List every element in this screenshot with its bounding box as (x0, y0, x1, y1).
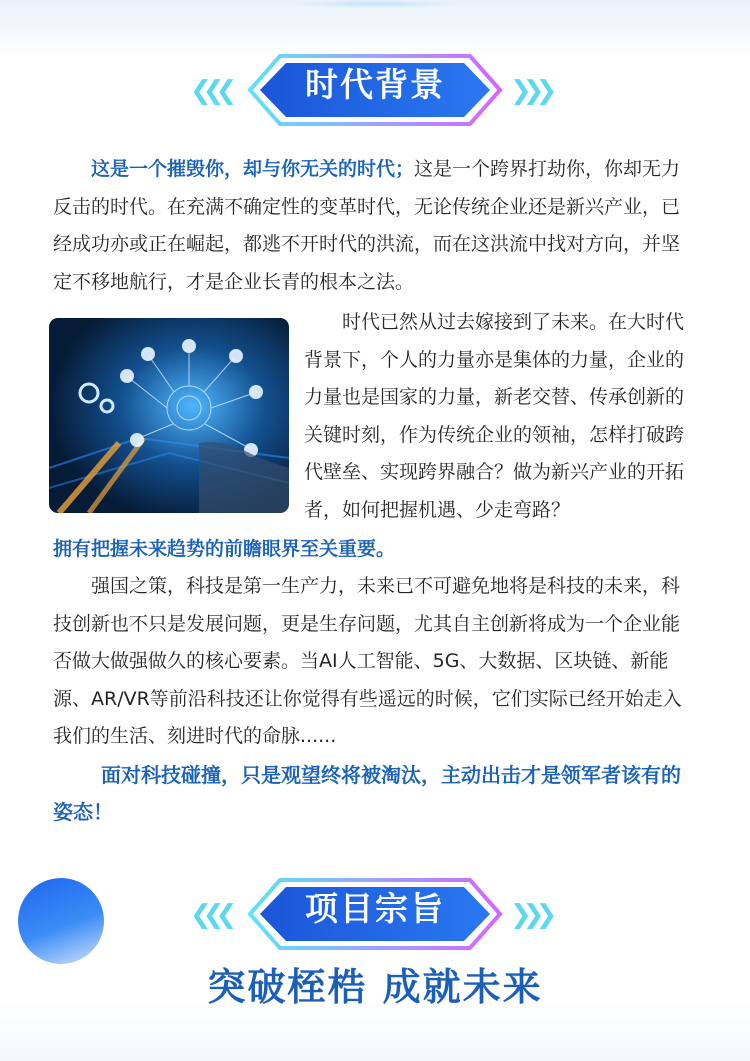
tech-network-image (49, 318, 289, 513)
triple-chevron-right-icon: ❯❯❯ (510, 76, 549, 106)
section-header-background (0, 52, 750, 128)
intro-text: 这是一个跨界打劫你，你却无力反击的时代。在充满不确定性的变革时代，无论传统企业还是新兴产业，已经成功亦或正在崛起，都逃不开时代的洪流，而在这洪流中找对方向，并坚定不移地航行，才是企业长青的根本之法。 (53, 158, 681, 293)
triple-chevron-right-icon: ❯❯❯ (510, 900, 549, 930)
top-glow (290, 0, 460, 8)
highlight-leader-attitude: 面对科技碰撞，只是观望终将被淘汰，主动出击才是领军者该有的姿态！ (53, 763, 681, 824)
highlight-foresight: 拥有把握未来趋势的前瞻眼界至关重要。 (53, 538, 396, 560)
section-header-purpose (0, 876, 750, 952)
paragraph-technology: 强国之策，科技是第一生产力，未来已不可避免地将是科技的未来，科技创新也不只是发展问题，更是生存问题，尤其自主创新将成为一个企业能否做大做强做久的核心要素。当AI人工智能、5G、大数据、区块链、新能源、AR/VR等前沿科技还让你觉得有些遥远的时候，它们实际已经开始走入我们的生活、刻进时代的命脉...... (53, 575, 682, 748)
triple-chevron-left-icon: ❮❮❮ (190, 76, 229, 106)
triple-chevron-left-icon: ❮❮❮ (190, 900, 229, 930)
section-title-background: 时代背景 (305, 65, 445, 104)
intro-highlight: 这是一个摧毁你，却与你无关的时代； (91, 158, 415, 180)
section-title-purpose: 项目宗旨 (305, 889, 445, 928)
paragraph-intro (53, 151, 698, 301)
slogan: 突破桎梏 成就未来 (207, 965, 543, 1009)
paragraph-era: 时代已然从过去嫁接到了未来。在大时代背景下，个人的力量亦是集体的力量，企业的力量也是国家的力量，新老交替、传承创新的关键时刻，作为传统企业的领袖，怎样打破跨代壁垒、实现跨界融合？做为新兴产业的开拓者，如何把握机遇、少走弯路？ (304, 311, 685, 521)
